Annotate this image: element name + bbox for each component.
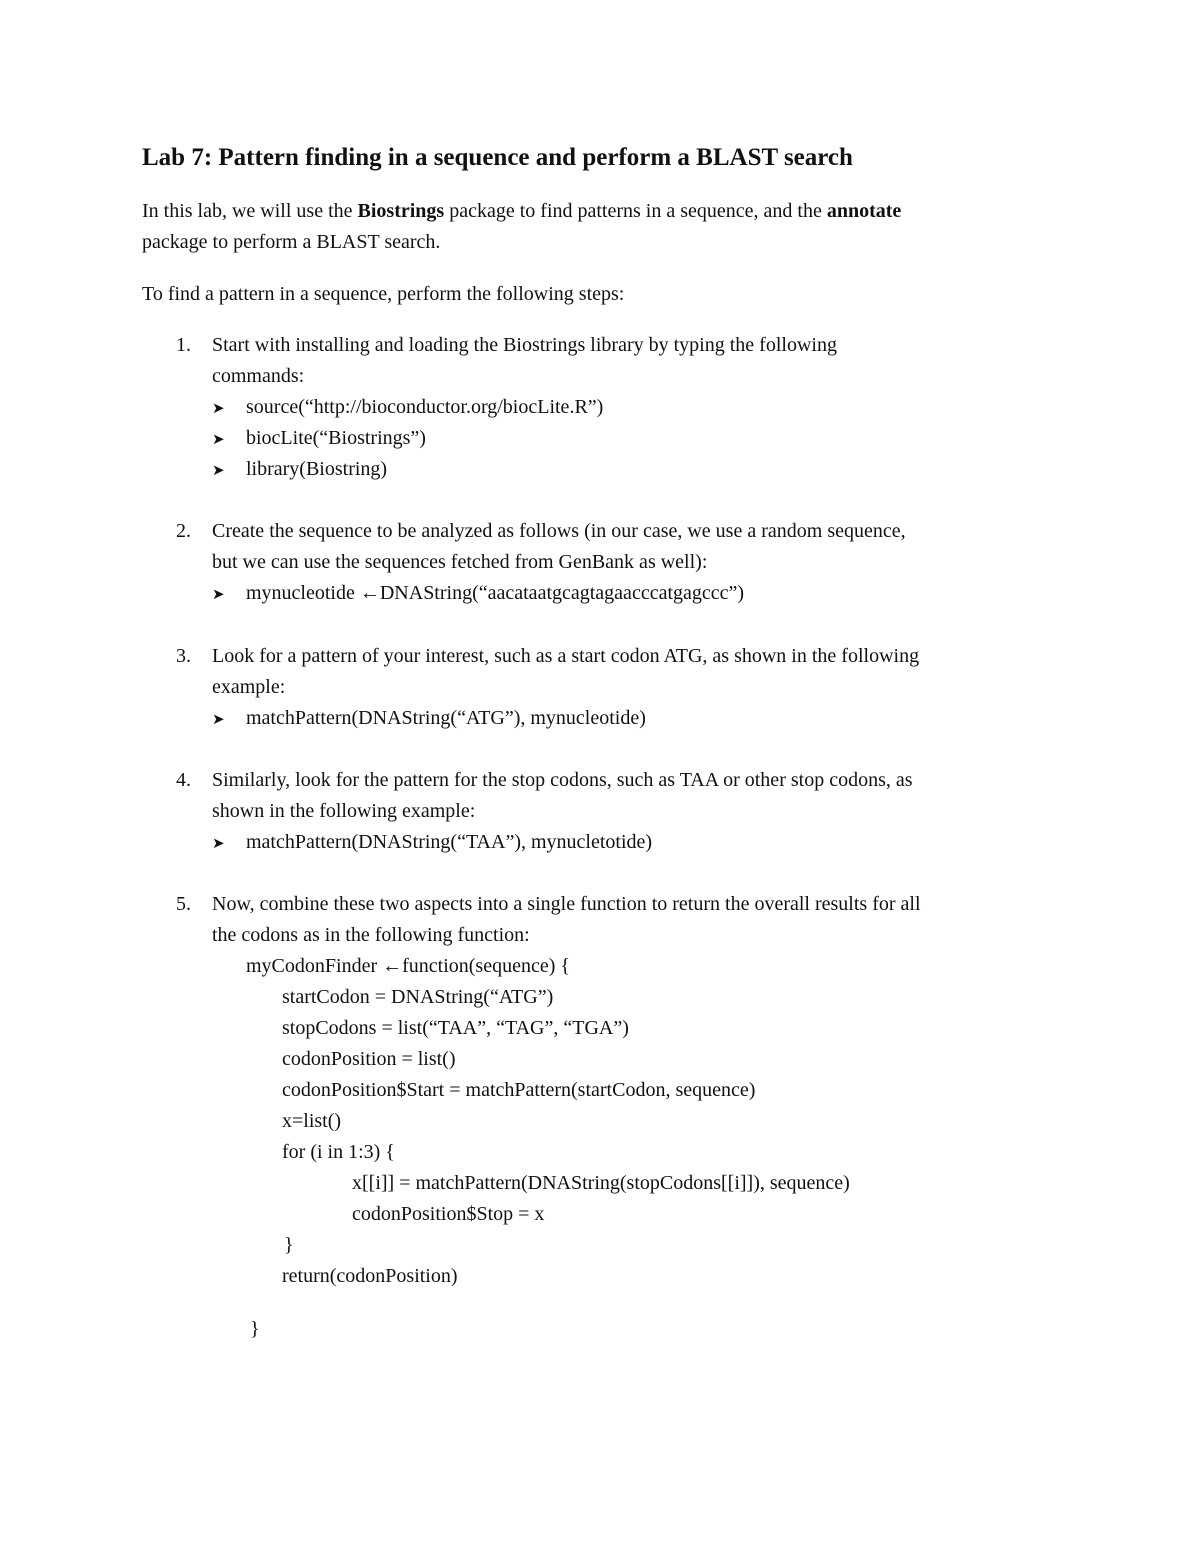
code-line: myCodonFinder ←function(sequence) {	[246, 955, 570, 977]
step-1-bullet-1	[212, 392, 603, 424]
step-5-text-line-2: the codons as in the following function:	[212, 924, 530, 946]
intro-paragraph	[142, 196, 1072, 227]
biostrings-term: Biostrings	[357, 200, 445, 222]
arrowhead-bullet-icon: ➤	[212, 399, 225, 417]
step-2-number: 2.	[176, 520, 191, 542]
code-line: }	[284, 1234, 294, 1256]
code-line: x=list()	[282, 1110, 342, 1132]
intro-text-2: package to find patterns in a sequence, and the	[444, 200, 827, 222]
code-line: for (i in 1:3) {	[282, 1141, 395, 1163]
page-title: Lab 7: Pattern finding in a sequence and perform a BLAST search	[142, 144, 853, 171]
code-line: startCodon = DNAString(“ATG”)	[282, 986, 554, 1008]
step-2-text-line-1: Create the sequence to be analyzed as follows (in our case, we use a random sequence,	[212, 520, 906, 542]
bullet-code: library(Biostring)	[246, 458, 388, 480]
step-1-text-line-2: commands:	[212, 365, 305, 387]
step-1-bullet-2	[212, 423, 426, 455]
step-3-text-line-2: example:	[212, 676, 286, 698]
code-line: x[[i]] = matchPattern(DNAString(stopCodons[[i]]), sequence)	[352, 1172, 850, 1194]
bullet-code: matchPattern(DNAString(“ATG”), mynucleotide)	[246, 707, 646, 729]
bullet-code: source(“http://bioconductor.org/biocLite.R”)	[246, 396, 604, 418]
arrowhead-bullet-icon: ➤	[212, 834, 225, 852]
arrowhead-bullet-icon: ➤	[212, 710, 225, 728]
code-line: stopCodons = list(“TAA”, “TAG”, “TGA”)	[282, 1017, 629, 1039]
step-4-text-line-1: Similarly, look for the pattern for the stop codons, such as TAA or other stop codons, as	[212, 769, 913, 791]
intro-text-1: In this lab, we will use the	[142, 200, 358, 222]
step-4-number: 4.	[176, 769, 191, 791]
arrowhead-bullet-icon: ➤	[212, 430, 225, 448]
step-4-bullet-1	[212, 827, 652, 859]
step-2-bullet-1	[212, 578, 744, 610]
bullet-code: mynucleotide ←DNAString(“aacataatgcagtagaacccatgagccc”)	[246, 582, 745, 604]
code-line: }	[250, 1318, 260, 1340]
steps-intro: To find a pattern in a sequence, perform the following steps:	[142, 283, 625, 305]
step-1-number: 1.	[176, 334, 191, 356]
intro-paragraph-line-2: package to perform a BLAST search.	[142, 231, 441, 253]
step-5-text-line-1: Now, combine these two aspects into a single function to return the overall results for all	[212, 893, 921, 915]
code-line: codonPosition = list()	[282, 1048, 456, 1070]
bullet-code: matchPattern(DNAString(“TAA”), mynucletotide)	[246, 831, 653, 853]
step-1-text-line-1: Start with installing and loading the Biostrings library by typing the following	[212, 334, 837, 356]
arrowhead-bullet-icon: ➤	[212, 585, 225, 603]
code-line: return(codonPosition)	[282, 1265, 458, 1287]
step-2-text-line-2: but we can use the sequences fetched from GenBank as well):	[212, 551, 708, 573]
code-line: codonPosition$Start = matchPattern(startCodon, sequence)	[282, 1079, 756, 1101]
annotate-term: annotate	[826, 200, 902, 222]
arrowhead-bullet-icon: ➤	[212, 461, 225, 479]
step-4-text-line-2: shown in the following example:	[212, 800, 476, 822]
step-3-number: 3.	[176, 645, 191, 667]
step-5-number: 5.	[176, 893, 191, 915]
step-3-text-line-1: Look for a pattern of your interest, such as a start codon ATG, as shown in the following	[212, 645, 920, 667]
step-1-bullet-3	[212, 454, 387, 486]
step-3-bullet-1	[212, 703, 646, 735]
bullet-code: biocLite(“Biostrings”)	[246, 427, 426, 449]
code-line: codonPosition$Stop = x	[352, 1203, 545, 1225]
